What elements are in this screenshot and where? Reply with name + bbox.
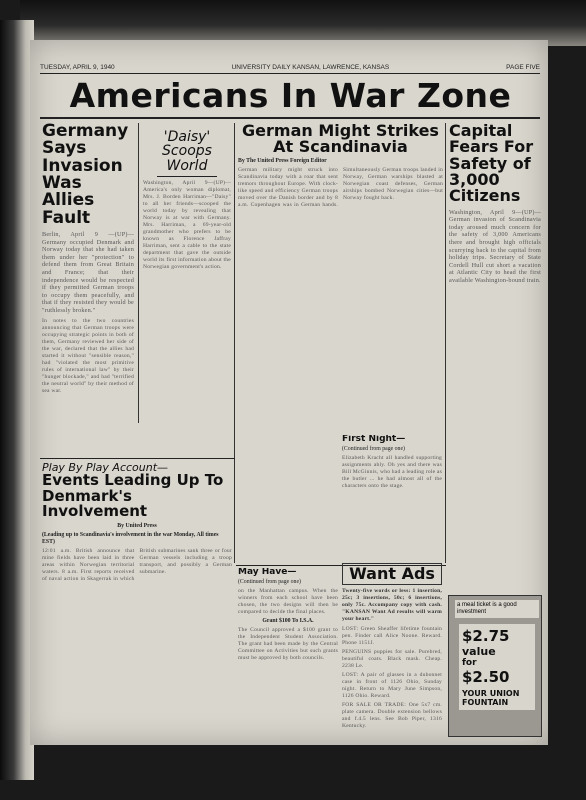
masthead-rule <box>40 73 540 74</box>
mayhave-headline: May Have— <box>238 568 297 577</box>
col2-body: Washington, April 9—(UP)—America's only woman diplomat, Mrs. J. Borden Harriman—"Daisy" to all her friends—scooped the world today by revealing that Norway is at war with Germany. Mrs. Harriman, a 69-year-old grandmother who prefers to be known as Florence Jaffray Harriman, sent a cable to the state department that gave the outside world its first information about the Norwegian government's action. <box>143 179 231 270</box>
ad-price-new: $2.50 <box>462 668 510 686</box>
union-fountain-ad <box>448 595 542 737</box>
ad-tagline: a meal ticket is a good investment <box>455 600 539 618</box>
events-article <box>42 462 232 742</box>
events-rule <box>40 458 235 459</box>
column-divider <box>234 123 235 563</box>
wantads-headline: Want Ads <box>342 563 442 585</box>
mayhave-grant-body: The Council approved a $100 grant to the Independent Student Association. The grant had been made by the Central Committee on Activities but such grants must be approved by both councils. <box>238 627 338 662</box>
col1-body: In notes to the two countries announcing that German troops were occupying strategic points in both of them, Germany reviewed her side of the war, declared that the allies had started it without "sensible reason," had "violated the most primitive rules of international law" by their "hunger blockade," and had "terrified the neutral world" by their method of sea war. <box>42 317 134 394</box>
col3-body: German military might struck into Scandinavia today with a roar that sent tremors throughout Europe. With clock-like speed and efficiency German troops moved over the Danish border and by 8 a.m. Copenhagen was in German hands. Simultaneously German troops landed in Norway, German warships blasted at Norwegian coast defenses, German airships bombed Norwegian cities—but Norway fought back. <box>238 166 443 208</box>
masthead <box>40 64 540 71</box>
newspaper-page <box>30 40 548 745</box>
col3-headline: German Might Strikes At Scandinavia <box>242 123 439 157</box>
wantad-item: FOR SALE OR TRADE: One 5x7 cm. plate camera. Double extension bellows and f.4.5 lens. See Bob Piper, 1316 Kentucky. <box>342 702 442 730</box>
col1-dateline: Berlin, April 9 —(UP)— Germany occupied Denmark and Norway today that she had taken them under her "protection" to defend them from Great Britain and France; that their independence would be respected if they permitted German troops to occupy them peacefully, and that if they resisted they would be "ruthlessly broken." <box>42 230 134 314</box>
firstnight-body: Elizabeth Kracht all handled supporting assignments ably. Oh yes and there was Bill McGinnis, who had a leading role as the butler ... he had almost all of the characters onto the stage. <box>342 455 442 490</box>
col2-rule <box>157 176 217 177</box>
wantad-item: LOST: Green Sheaffer lifetime fountain pen. Finder call Alice Noone. Reward. Phone 1151J. <box>342 626 442 647</box>
col4-headline: Capital Fears For Safety of 3,000 Citizens <box>449 123 534 206</box>
column-divider <box>138 123 139 423</box>
ad-value: value <box>462 645 496 658</box>
banner-rule <box>40 117 540 119</box>
masthead-page: PAGE FIVE <box>506 64 540 71</box>
events-byline: By United Press <box>117 523 157 530</box>
ad-price-old: $2.75 <box>462 627 510 645</box>
events-body: 12:01 a.m. British announce that mine fields have been laid in three areas within Norwegian territorial waters. 8 a.m. First reports received of naval action in Skagerrak in which British submarines sank three or four German vessels including a troop transport, and possibly a German submarine. <box>42 548 232 583</box>
mayhave-body: on the Manhattan campus. When the winners from each school have been chosen, the two designs will then be compared to decide the final places. <box>238 588 338 616</box>
masthead-date: TUESDAY, APRIL 9, 1940 <box>40 64 115 71</box>
banner-headline: Americans In War Zone <box>69 76 512 115</box>
masthead-paper: UNIVERSITY DAILY KANSAN, LAWRENCE, KANSAS <box>231 64 390 71</box>
wantad-item: LOST: A pair of glasses in a dubonnet case in front of 1126 Ohio, Sunday night. Return to Mary June Simpson, 1126 Ohio. Reward. <box>342 672 442 700</box>
wantad-item: PENGUINS puppies for sale. Purebred, beautiful coats. Black mask. Cheap. 2238 Le. <box>342 649 442 670</box>
ad-for: for <box>462 658 477 668</box>
col1-headline: Germany Says Invasion Was Allies Fault <box>42 123 129 228</box>
mayhave-grant-head: Grant $100 To I.S.A. <box>262 618 314 625</box>
col4-article <box>449 123 541 563</box>
firstnight-article <box>342 435 442 555</box>
events-headline: Events Leading Up To Denmark's Involvement <box>42 471 224 520</box>
wantads-section <box>342 563 442 741</box>
col2-headline: 'Daisy' Scoops World <box>162 130 212 174</box>
events-kicker: Play By Play Account— <box>42 462 169 474</box>
firstnight-cont: (Continued from page one) <box>342 446 405 453</box>
firstnight-headline: First Night— <box>342 435 406 444</box>
ad-brand: YOUR UNION FOUNTAIN <box>462 689 520 707</box>
col2-article <box>143 130 231 425</box>
col3-byline: By The United Press Foreign Editor <box>238 157 327 164</box>
binding-spine <box>0 20 34 780</box>
mayhave-cont: (Continued from page one) <box>238 579 301 586</box>
events-sub: (Leading up to Scandinavia's involvement in the war Monday, All times EST) <box>42 532 219 546</box>
col4-body: Washington, April 9—(UP)—German invasion of Scandinavia today aroused much concern for the safety of 3,000 Americans there and brought high officials scurrying back to the capital from holiday trips. Secretary of State Cordell Hull cut short a vacation at Atlantic City to head the first available Washington-bound train. <box>449 208 541 284</box>
mayhave-article <box>238 568 338 740</box>
column-divider <box>445 123 446 563</box>
col1-article <box>42 123 134 453</box>
wantads-rates: Twenty-five words or less: 1 insertion, 25c; 3 insertions, 50c; 6 insertions, only 75c. Accompany copy with cash. "KANSAN Want Ad results will warm your heart." <box>342 588 442 623</box>
